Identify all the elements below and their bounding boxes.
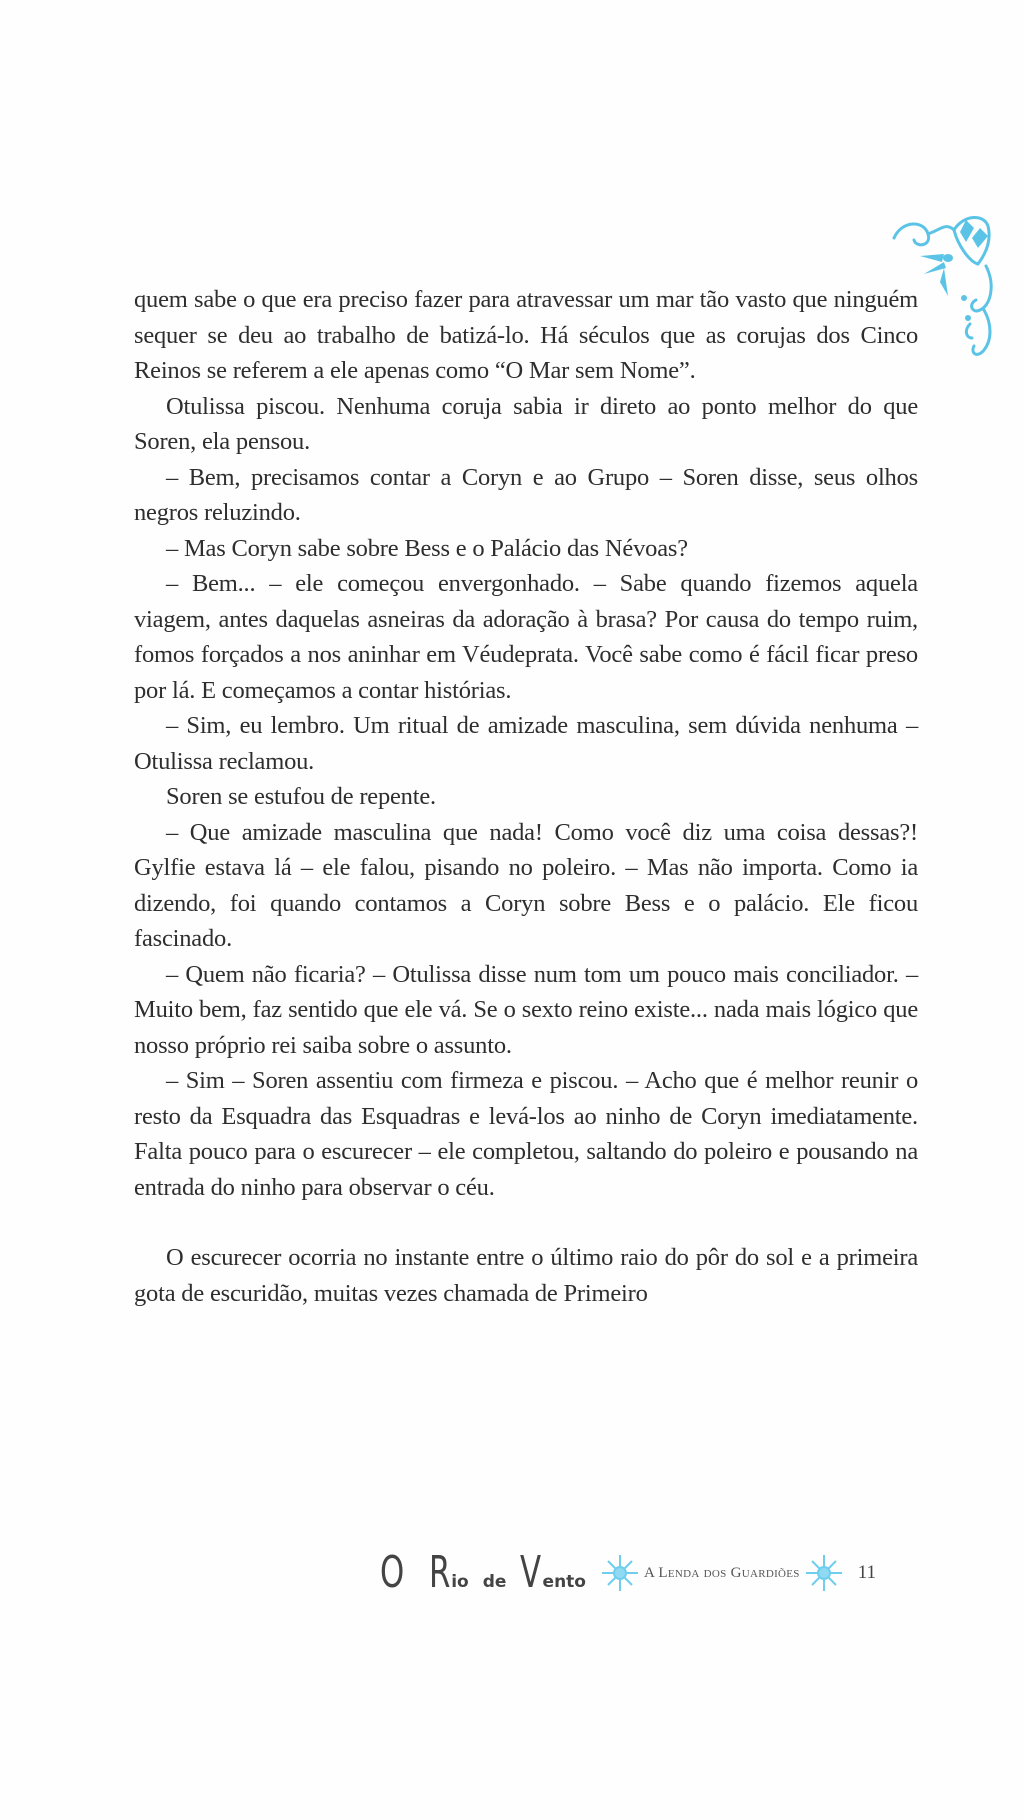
paragraph: – Quem não ficaria? – Otulissa disse num tom um pouco mais conciliador. – Muito bem, faz sentido que ele vá. Se o sexto reino existe... nada mais lógico que nosso próprio rei saiba sobre o assunto.	[134, 960, 918, 1059]
snowflake-icon	[804, 1553, 844, 1593]
snowflake-icon	[600, 1553, 640, 1593]
title-word: de	[482, 1572, 507, 1592]
body-text	[134, 282, 918, 1311]
paragraph: – Sim, eu lembro. Um ritual de amizade masculina, sem dúvida nenhuma – Otulissa reclamou.	[134, 712, 918, 775]
paragraph: – Que amizade masculina que nada! Como você diz uma coisa dessas?! Gylfie estava lá – ele falou, pisando no poleiro. – Mas não importa. Como ia dizendo, foi quando contamos a Coryn sobre Bess e o palácio. Ele ficou fascinado.	[134, 818, 918, 952]
paragraph: – Bem, precisamos contar a Coryn e ao Grupo – Soren disse, seus olhos negros reluzindo.	[134, 463, 918, 526]
title-word: V ento	[520, 1547, 586, 1598]
series-title: A Lenda dos Guardiões	[644, 1564, 800, 1581]
page-number: 11	[857, 1562, 877, 1583]
paragraph: – Sim – Soren assentiu com firmeza e piscou. – Acho que é melhor reunir o resto da Esquadra das Esquadras e levá-los ao ninho de Coryn imediatamente. Falta pouco para o escurecer – ele completou, saltando do poleiro e pousando na entrada do ninho para observar o céu.	[134, 1067, 918, 1201]
book-title	[380, 1547, 600, 1598]
paragraph: quem sabe o que era preciso fazer para atravessar um mar tão vasto que ninguém sequer se deu ao trabalho de batizá-lo. Há séculos que as corujas dos Cinco Reinos se referem a ele apenas como “O Mar sem Nome”.	[134, 286, 918, 384]
title-word: O	[380, 1547, 405, 1598]
title-word: R io	[428, 1547, 469, 1598]
paragraph: – Mas Coryn sabe sobre Bess e o Palácio das Névoas?	[166, 534, 688, 562]
running-footer	[380, 1545, 990, 1601]
paragraph: Soren se estufou de repente.	[166, 783, 436, 810]
paragraph: Otulissa piscou. Nenhuma coruja sabia ir direto ao ponto melhor do que Soren, ela pensou.	[134, 392, 918, 455]
paragraph: O escurecer ocorria no instante entre o último raio do pôr do sol e a primeira gota de escuridão, muitas vezes chamada de Primeiro	[134, 1244, 918, 1307]
paragraph: – Bem... – ele começou envergonhado. – Sabe quando fizemos aquela viagem, antes daquelas asneiras da adoração à brasa? Por causa do tempo ruim, fomos forçados a nos aninhar em Véudeprata. Você sabe como é fácil ficar preso por lá. E começamos a contar histórias.	[134, 570, 918, 704]
